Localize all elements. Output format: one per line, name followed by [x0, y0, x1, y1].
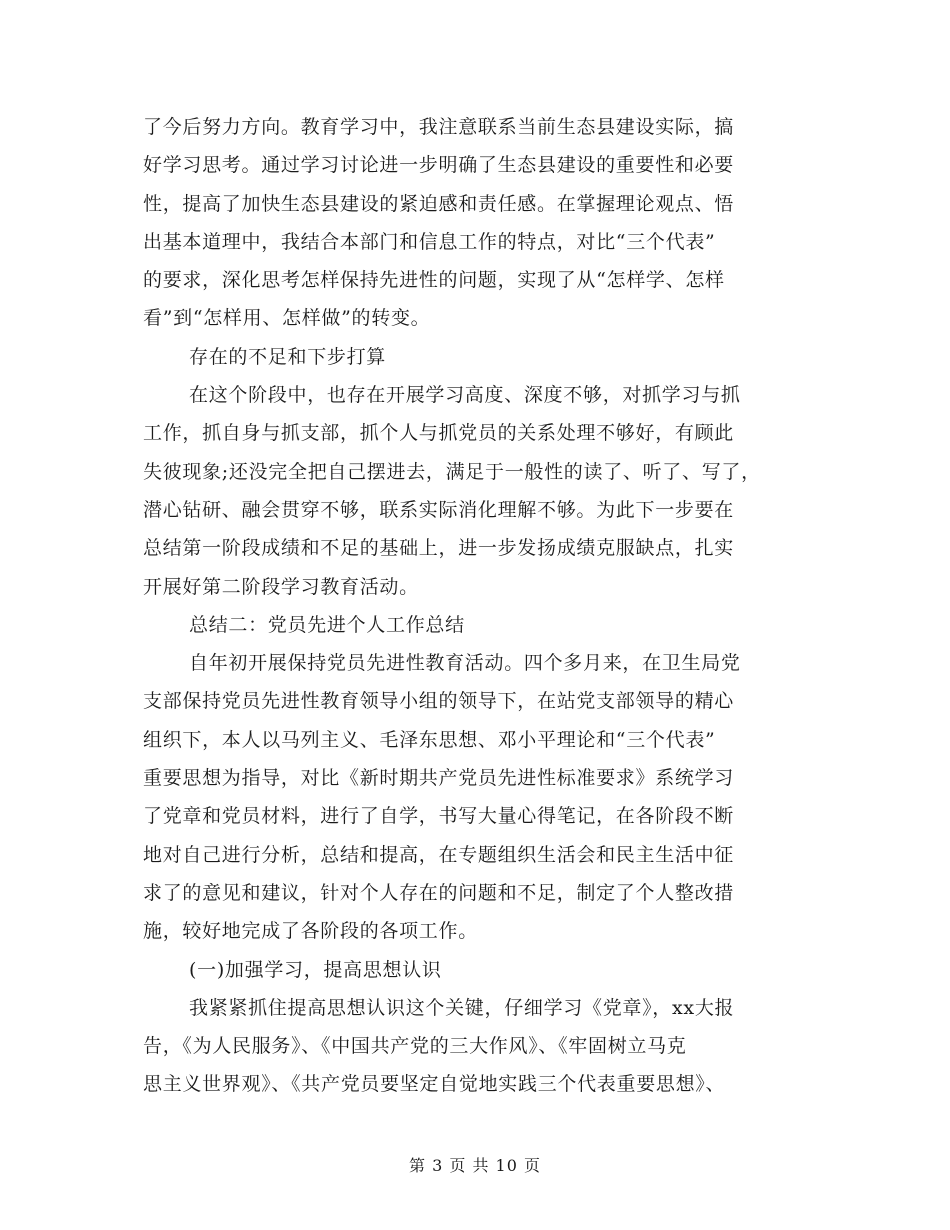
text-line: 看”到“怎样用、怎样做”的转变。: [143, 307, 431, 330]
text-line: 的要求，深化思考怎样保持先进性的问题，实现了从“怎样学、怎样: [143, 269, 725, 292]
section-heading: 总结二：党员先进个人工作总结: [189, 613, 465, 636]
page-number-footer: 第 3 页 共 10 页: [409, 1156, 541, 1175]
section-heading: 存在的不足和下步打算: [189, 345, 387, 368]
text-line: 支部保持党员先进性教育领导小组的领导下，在站党支部领导的精心: [143, 690, 735, 713]
text-line: 施，较好地完成了各阶段的各项工作。: [143, 920, 478, 943]
text-line: 失彼现象;还没完全把自己摆进去，满足于一般性的读了、听了、写了，: [143, 460, 761, 483]
text-line: 了党章和党员材料，进行了自学，书写大量心得笔记，在各阶段不断: [143, 805, 735, 828]
text-line: 地对自己进行分析，总结和提高，在专题组织生活会和民主生活中征: [143, 843, 735, 866]
text-line: 重要思想为指导，对比《新时期共产党员先进性标准要求》系统学习: [143, 767, 735, 790]
document-body: [143, 108, 808, 1104]
paragraph-start-line: 自年初开展保持党员先进性教育活动。四个多月来，在卫生局党: [189, 652, 741, 675]
paragraph-start-line: 我紧紧抓住提高思想认识这个关键，仔细学习《党章》，xx大报: [189, 996, 735, 1019]
text-line: 工作，抓自身与抓支部，抓个人与抓党员的关系处理不够好，有顾此: [143, 422, 735, 445]
text-line: 思主义世界观》、《共产党员要坚定自觉地实践三个代表重要思想》、: [143, 1073, 726, 1096]
section-heading: (一)加强学习，提高思想认识: [189, 958, 442, 981]
paragraph-start-line: 在这个阶段中，也存在开展学习高度、深度不够，对抓学习与抓: [189, 384, 741, 407]
text-line: 求了的意见和建议，针对个人存在的问题和不足，制定了个人整改措: [143, 881, 735, 904]
text-line: 告，《为人民服务》、《中国共产党的三大作风》、《牢固树立马克: [143, 1035, 687, 1058]
text-line: 好学习思考。通过学习讨论进一步明确了生态县建设的重要性和必要: [143, 154, 735, 177]
text-line: 出基本道理中，我结合本部门和信息工作的特点，对比“三个代表”: [143, 230, 716, 253]
text-line: 开展好第二阶段学习教育活动。: [143, 575, 419, 598]
text-line: 总结第一阶段成绩和不足的基础上，进一步发扬成绩克服缺点，扎实: [143, 537, 735, 560]
text-line: 了今后努力方向。教育学习中，我注意联系当前生态县建设实际，搞: [143, 116, 735, 138]
text-line: 性，提高了加快生态县建设的紧迫感和责任感。在掌握理论观点、悟: [143, 192, 735, 215]
text-line: 潜心钻研、融会贯穿不够，联系实际消化理解不够。为此下一步要在: [143, 498, 735, 521]
text-line: 组织下，本人以马列主义、毛泽东思想、邓小平理论和“三个代表”: [143, 728, 716, 751]
